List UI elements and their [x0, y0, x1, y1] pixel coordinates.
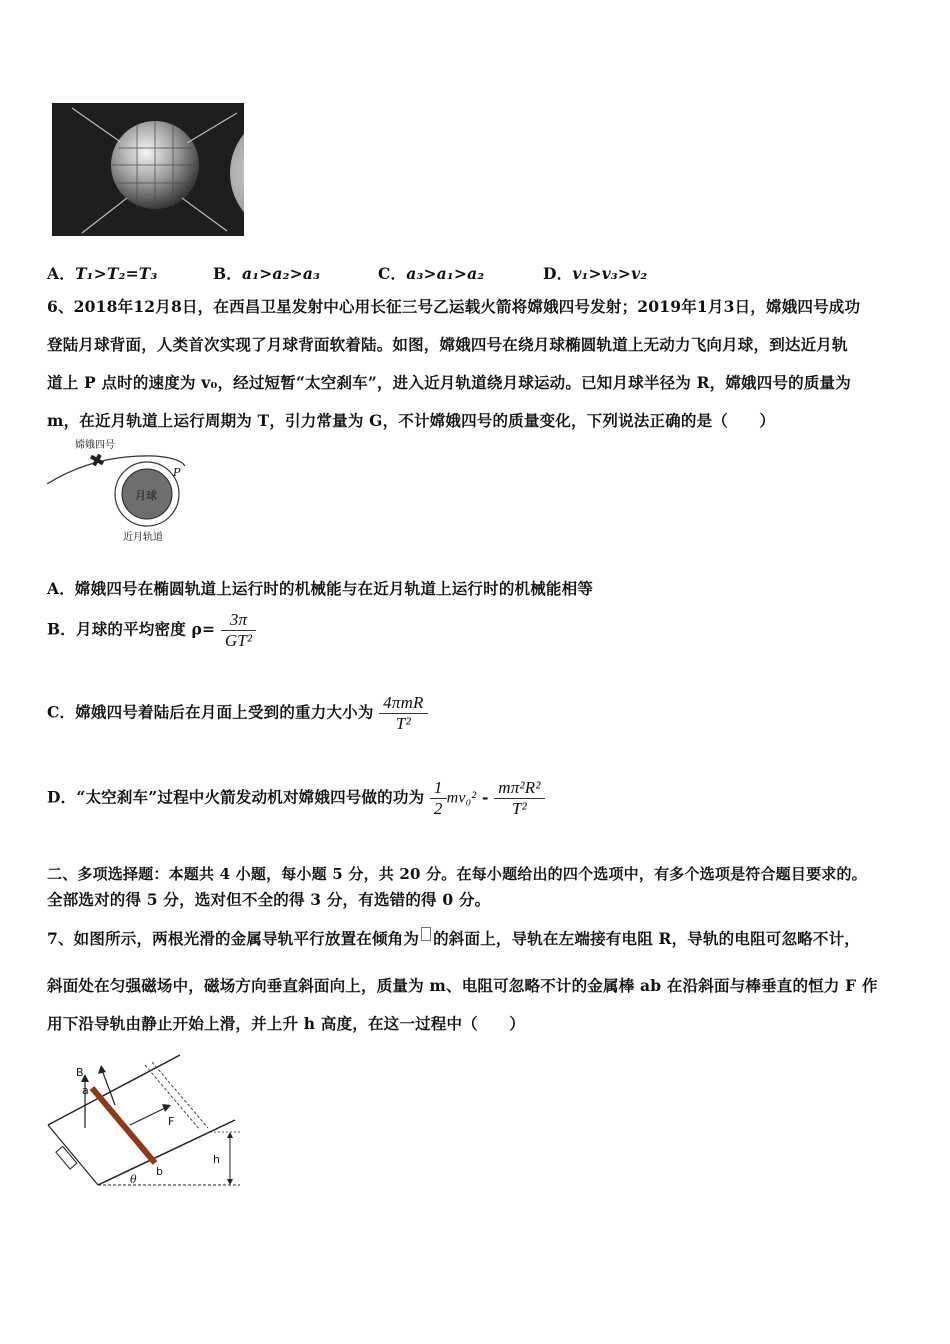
- point-p-label: P: [173, 466, 181, 479]
- half-fraction: $\frac{1}{2}$: [430, 778, 447, 819]
- gravity-fraction: $\frac{\text{4πmR}}{\text{T²}}$: [379, 693, 427, 734]
- q6-option-b: B．月球的平均密度 ρ= $\frac{3\pi}{\text{GT²}}$: [47, 610, 256, 651]
- q7-line-1: 7、如图所示，两根光滑的金属导轨平行放置在倾角为 的斜面上，导轨在左端接有电阻 R，导轨的电阻可忽略不计，: [47, 929, 860, 948]
- label-a: a: [82, 1084, 89, 1097]
- label-theta: θ: [130, 1173, 137, 1186]
- q6-option-a: A．嫦娥四号在椭圆轨道上运行时的机械能与在近月轨道上运行时的机械能相等: [47, 579, 594, 598]
- orbit-label: 近月轨道: [123, 532, 163, 543]
- q6-option-c: C．嫦娥四号着陆后在月面上受到的重力大小为 $\frac{\text{4πmR}}{\text{T²}}$: [47, 693, 428, 734]
- incline-rails-diagram: [40, 1050, 250, 1195]
- q5-option-a: A．T₁>T₂=T₃: [47, 264, 158, 283]
- q6-stem-line-2: 登陆月球背面，人类首次实现了月球背面软着陆。如图，嫦娥四号在绕月球椭圆轨道上无动力飞向月球，到达近月轨: [47, 335, 848, 354]
- energy-fraction: $\frac{\text{mπ²R²}}{\text{T²}}$: [494, 778, 544, 819]
- section2-line-2: 全部选对的得 5 分，选对但不全的得 3 分，有选错的得 0 分。: [47, 890, 491, 909]
- moon-label: 月球: [135, 489, 157, 502]
- label-h: h: [213, 1153, 220, 1166]
- label-b-field: B: [76, 1066, 84, 1079]
- label-f: F: [168, 1115, 175, 1128]
- q7-line-3: 用下沿导轨由静止开始上滑，并上升 h 高度，在这一过程中（ ）: [47, 1014, 525, 1033]
- q7-line-2: 斜面处在匀强磁场中，磁场方向垂直斜面向上，质量为 m、电阻可忽略不计的金属棒 ab 在沿斜面与棒垂直的恒力 F 作: [47, 976, 878, 995]
- density-fraction: $\frac{3\pi}{\text{GT²}}$: [221, 610, 256, 651]
- angle-placeholder-box: [421, 927, 431, 941]
- q6-stem-line-1: 6、2018年12月8日，在西昌卫星发射中心用长征三号乙运载火箭将嫦娥四号发射；2019年1月3日，嫦娥四号成功: [47, 297, 861, 316]
- q6-stem-line-3: 道上 P 点时的速度为 v₀，经过短暂“太空刹车”，进入近月轨道绕月球运动。已知月球半径为 R，嫦娥四号的质量为: [47, 373, 851, 392]
- satellite-photo: [52, 103, 244, 236]
- q6-stem-line-4: m，在近月轨道上运行周期为 T，引力常量为 G，不计嫦娥四号的质量变化，下列说法正确的是（ ）: [47, 411, 776, 430]
- q6-option-d: D．“太空刹车”过程中火箭发动机对嫦娥四号做的功为 $\frac{1}{2}$ mv₀² - $\frac{\text{mπ²R²}}{\text{T²}}$: [47, 778, 545, 819]
- q5-option-d: D．v₁>v₃>v₂: [543, 264, 648, 283]
- q5-option-b: B．a₁>a₂>a₃: [213, 264, 321, 283]
- q5-option-c: C．a₃>a₁>a₂: [378, 264, 485, 283]
- label-b-end: b: [156, 1165, 163, 1178]
- section2-line-1: 二、多项选择题：本题共 4 小题，每小题 5 分，共 20 分。在每小题给出的四个选项中，有多个选项是符合题目要求的。: [47, 865, 867, 883]
- craft-label: 嫦娥四号: [75, 440, 115, 451]
- moon-orbit-diagram: [45, 436, 195, 546]
